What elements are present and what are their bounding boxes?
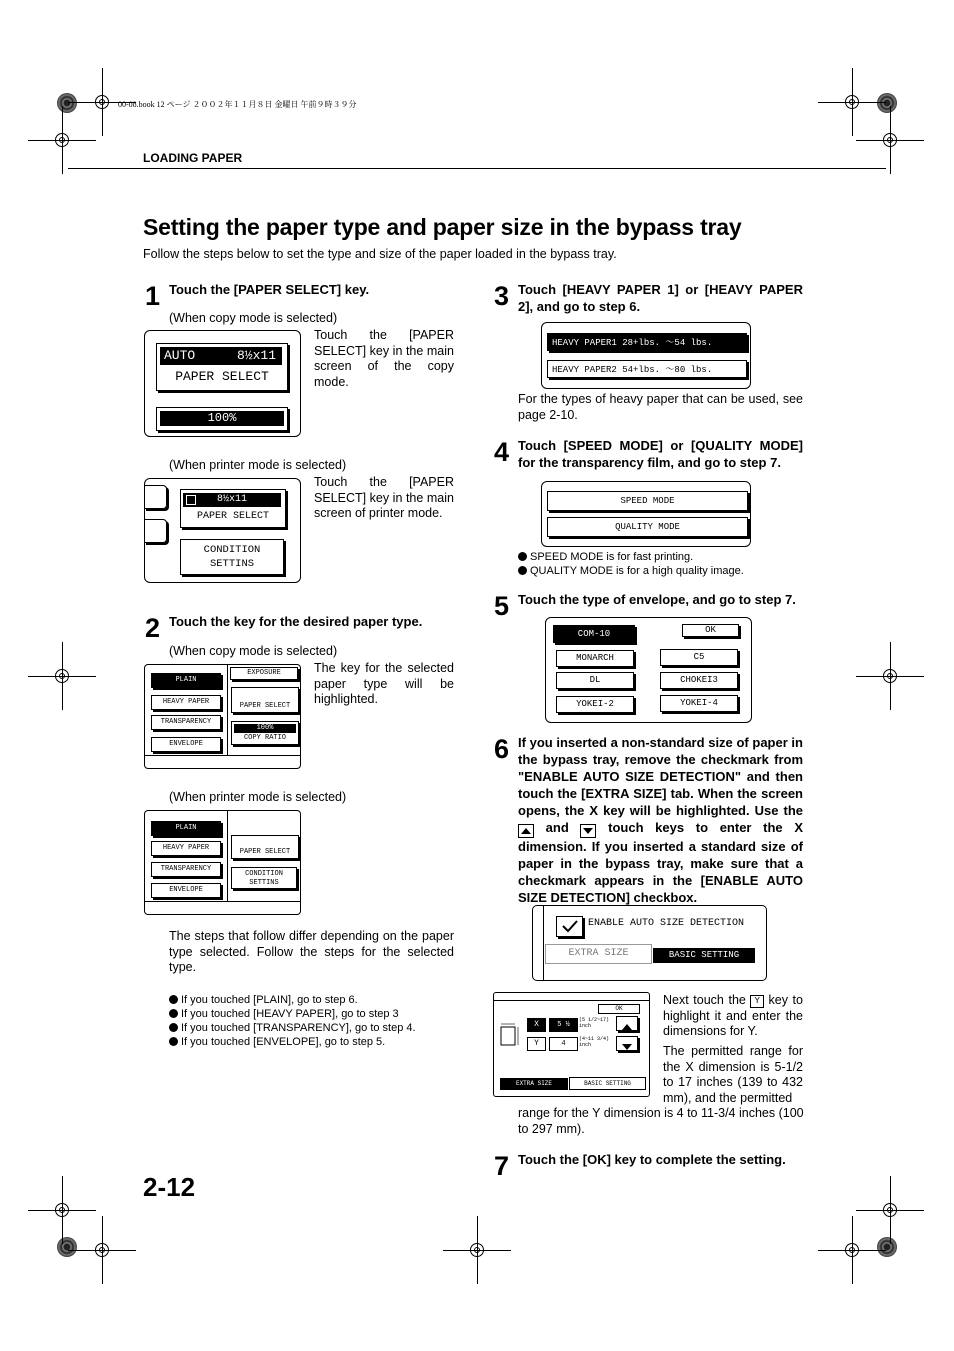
tray-icon bbox=[186, 495, 196, 505]
list-item: SPEED MODE is for fast printing. bbox=[518, 550, 803, 564]
step2-bullets bbox=[169, 993, 459, 1049]
list-item: If you touched [HEAVY PAPER], go to step 3 bbox=[169, 1007, 459, 1021]
header-rule bbox=[68, 168, 886, 169]
settins-label: SETTINS bbox=[209, 558, 255, 570]
x-key[interactable]: X bbox=[527, 1018, 546, 1032]
x-value: 5 ½ bbox=[549, 1018, 578, 1032]
heavy-paper-screen bbox=[541, 322, 751, 389]
registration-dial bbox=[877, 93, 897, 113]
paper-select-label: PAPER SELECT bbox=[196, 511, 269, 522]
ratio-label: 100% bbox=[234, 724, 296, 733]
print-header: 00-08.book 12 ページ ２００２年１１月８日 金曜日 午前９時３９分 bbox=[118, 100, 357, 109]
enable-auto-label: ENABLE AUTO SIZE DETECTION bbox=[588, 918, 745, 929]
step-title: Touch [SPEED MODE] or [QUALITY MODE] for the transparency film, and go to step 7. bbox=[518, 438, 803, 470]
y-key[interactable]: Y bbox=[527, 1037, 546, 1051]
plain-key[interactable]: PLAIN bbox=[151, 673, 221, 688]
basic-setting-tab[interactable]: BASIC SETTING bbox=[653, 948, 755, 963]
monarch-key[interactable]: MONARCH bbox=[556, 650, 634, 667]
step-title: Touch [HEAVY PAPER 1] or [HEAVY PAPER 2], and go to step 6. bbox=[518, 282, 803, 314]
plain-key[interactable]: PLAIN bbox=[151, 821, 221, 836]
y-range: (4~11 3/4) inch bbox=[579, 1036, 610, 1048]
paper-select-key[interactable] bbox=[180, 489, 286, 528]
caption: (When printer mode is selected) bbox=[169, 458, 347, 472]
copy-ratio-key[interactable] bbox=[156, 407, 288, 431]
page-title: Setting the paper type and paper size in the bypass tray bbox=[143, 214, 742, 240]
range-text-a: The permitted range for the X dimension is 5-1/2 to 17 inches (139 to 432 mm), and the permitted bbox=[663, 1044, 803, 1105]
transparency-key[interactable]: TRANSPARENCY bbox=[151, 862, 221, 877]
intro-text: Follow the steps below to set the type and size of the paper loaded in the bypass tray. bbox=[143, 247, 617, 261]
up-arrow-icon bbox=[622, 1024, 632, 1030]
page-number: 2-12 bbox=[143, 1172, 196, 1202]
paper-select-key[interactable] bbox=[231, 687, 299, 713]
condition-settings-key[interactable] bbox=[231, 867, 297, 889]
condition-settings-key[interactable] bbox=[180, 539, 284, 575]
yokei2-key[interactable]: YOKEI-2 bbox=[556, 696, 634, 713]
printer-paper-type-screen bbox=[144, 810, 301, 915]
auto-label: AUTO bbox=[164, 348, 196, 363]
section-label: LOADING PAPER bbox=[143, 151, 243, 165]
envelope-screen bbox=[545, 617, 752, 723]
down-arrow-icon bbox=[580, 824, 596, 838]
quality-mode-key[interactable]: QUALITY MODE bbox=[547, 517, 748, 537]
copy-ratio-label: COPY RATIO bbox=[243, 734, 286, 742]
paper-select-key[interactable] bbox=[231, 835, 299, 859]
list-item: If you touched [TRANSPARENCY], go to step 4. bbox=[169, 1021, 459, 1035]
heavy-paper-key[interactable]: HEAVY PAPER bbox=[151, 695, 221, 710]
ok-button[interactable]: OK bbox=[682, 624, 739, 637]
checkmark-icon bbox=[557, 917, 582, 936]
next-touch-text: Next touch the Y key to highlight it and enter the dimensions for Y. bbox=[663, 993, 803, 1038]
registration-dial bbox=[57, 1237, 77, 1257]
caption: (When printer mode is selected) bbox=[169, 790, 347, 804]
extra-size-tab[interactable]: EXTRA SIZE bbox=[500, 1078, 568, 1090]
step1-printer-text: Touch the [PAPER SELECT] key in the main screen of printer mode. bbox=[314, 475, 454, 520]
step-number: 5 bbox=[494, 591, 510, 621]
y-key-inline: Y bbox=[750, 995, 763, 1008]
step-number: 2 bbox=[145, 613, 161, 643]
y-value: 4 bbox=[549, 1037, 578, 1051]
copy-paper-type-screen bbox=[144, 664, 301, 769]
chokei3-key[interactable]: CHOKEI3 bbox=[660, 672, 738, 689]
caption: (When copy mode is selected) bbox=[169, 311, 338, 325]
range-text-b: range for the Y dimension is 4 to 11-3/4 inches (100 to 297 mm). bbox=[518, 1106, 804, 1136]
paper-dimension-icon bbox=[499, 1021, 521, 1049]
extra-size-tab[interactable]: EXTRA SIZE bbox=[545, 944, 652, 964]
step-number: 1 bbox=[145, 281, 161, 311]
settins-label: SETTINS bbox=[249, 879, 279, 887]
step-title: Touch the type of envelope, and go to step 7. bbox=[518, 592, 796, 607]
step-number: 4 bbox=[494, 437, 510, 467]
heavy-paper2-key[interactable]: HEAVY PAPER2 54+lbs. ～80 lbs. bbox=[547, 360, 747, 378]
list-item: If you touched [PLAIN], go to step 6. bbox=[169, 993, 459, 1007]
step-number: 7 bbox=[494, 1151, 510, 1181]
dl-key[interactable]: DL bbox=[556, 672, 634, 689]
heavy-paper1-key[interactable]: HEAVY PAPER1 28+lbs. ～54 lbs. bbox=[547, 333, 747, 351]
envelope-key[interactable]: ENVELOPE bbox=[151, 737, 221, 752]
step-number: 6 bbox=[494, 734, 510, 764]
list-item: If you touched [ENVELOPE], go to step 5. bbox=[169, 1035, 459, 1049]
exposure-key[interactable]: EXPOSURE bbox=[230, 667, 298, 680]
yokei4-key[interactable]: YOKEI-4 bbox=[660, 695, 738, 712]
c5-key[interactable]: C5 bbox=[660, 649, 738, 666]
size-label: 8½x11 bbox=[236, 348, 276, 363]
auto-size-screen bbox=[532, 905, 767, 981]
printer-mode-screen bbox=[144, 478, 301, 583]
step2-after-text: The steps that follow differ depending on the paper type selected. Follow the steps for the selected type. bbox=[169, 929, 454, 974]
caption: (When copy mode is selected) bbox=[169, 644, 338, 658]
copy-mode-screen bbox=[144, 330, 301, 437]
step-title: Touch the [OK] key to complete the setting. bbox=[518, 1152, 786, 1167]
paper-select-label: PAPER SELECT bbox=[175, 369, 269, 384]
registration-dial bbox=[877, 1237, 897, 1257]
paper-select-label: PAPER SELECT bbox=[239, 848, 291, 856]
down-button[interactable] bbox=[616, 1036, 638, 1051]
heavy-paper-key[interactable]: HEAVY PAPER bbox=[151, 841, 221, 856]
speed-mode-key[interactable]: SPEED MODE bbox=[547, 491, 748, 511]
basic-setting-tab[interactable]: BASIC SETTING bbox=[569, 1077, 646, 1090]
step6-instructions: If you inserted a non-standard size of paper in the bypass tray, remove the checkmark from "ENABLE AUTO SIZE DETECTION" and then touch the [EXTRA SIZE] tab. When the screen opens, the X key will be highlighted. Use the and touch keys to enter the X dimension. If you inserted a standard size of paper in the bypass tray, make sure that a checkmark appears in the [ENABLE AUTO SIZE DETECTION] checkbox. bbox=[518, 735, 803, 905]
step-number: 3 bbox=[494, 281, 510, 311]
paper-select-key[interactable] bbox=[156, 343, 288, 391]
ratio-label: 100% bbox=[160, 411, 284, 426]
enable-auto-checkbox[interactable] bbox=[556, 916, 583, 937]
transparency-key[interactable]: TRANSPARENCY bbox=[151, 715, 221, 730]
list-item: QUALITY MODE is for a high quality image. bbox=[518, 564, 803, 578]
step-title: Touch the key for the desired paper type. bbox=[169, 614, 423, 629]
step3-text: For the types of heavy paper that can be used, see page 2-10. bbox=[518, 392, 803, 422]
step2-copy-text: The key for the selected paper type will be highlighted. bbox=[314, 661, 454, 706]
up-button[interactable] bbox=[616, 1016, 638, 1031]
x-range: (5 1/2~17) inch bbox=[579, 1017, 610, 1029]
condition-label: CONDITION bbox=[245, 870, 283, 878]
ok-button[interactable]: OK bbox=[598, 1004, 640, 1014]
down-arrow-icon bbox=[622, 1044, 632, 1050]
size-label: 8½x11 bbox=[216, 494, 247, 505]
step-title: Touch the [PAPER SELECT] key. bbox=[169, 282, 370, 297]
up-arrow-icon bbox=[518, 824, 534, 838]
extra-size-screen bbox=[493, 992, 650, 1097]
condition-label: CONDITION bbox=[203, 544, 261, 556]
paper-select-label: PAPER SELECT bbox=[239, 702, 291, 710]
registration-dial bbox=[57, 93, 77, 113]
envelope-key[interactable]: ENVELOPE bbox=[151, 883, 221, 898]
com10-key[interactable]: COM-10 bbox=[553, 625, 635, 643]
step1-copy-text: Touch the [PAPER SELECT] key in the main screen of the copy mode. bbox=[314, 328, 454, 389]
copy-ratio-key[interactable] bbox=[231, 721, 299, 745]
step4-bullets bbox=[518, 550, 803, 578]
transparency-mode-screen bbox=[541, 481, 751, 547]
